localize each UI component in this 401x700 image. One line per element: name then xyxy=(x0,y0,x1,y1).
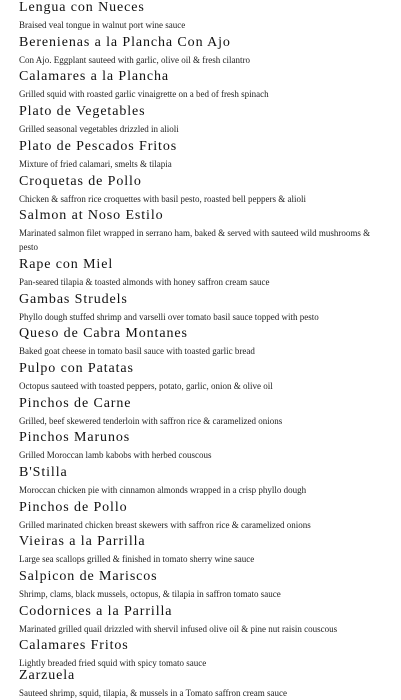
menu-item xyxy=(19,104,391,136)
dish-name: Salmon at Noso Estilo xyxy=(19,208,164,223)
menu-item xyxy=(19,0,391,32)
menu-item xyxy=(19,534,391,566)
dish-name: Plato de Pescados Fritos xyxy=(19,139,178,154)
dish-description: Sauteed shrimp, squid, tilapia, & mussels in a Tomato saffron cream sauce xyxy=(19,688,287,698)
menu-item xyxy=(19,430,391,462)
menu-item xyxy=(19,361,391,393)
dish-name: Pulpo con Patatas xyxy=(19,361,134,376)
dish-name: Vieiras a la Parrilla xyxy=(19,534,146,549)
menu-item xyxy=(19,257,391,289)
menu-item xyxy=(19,208,391,254)
dish-description: Pan-seared tilapia & toasted almonds with honey saffron cream sauce xyxy=(19,277,270,287)
dish-name: Pinchos de Pollo xyxy=(19,500,128,515)
menu-item xyxy=(19,326,391,358)
menu-item xyxy=(19,638,391,670)
menu-item xyxy=(19,69,391,101)
dish-name: Pinchos Marunos xyxy=(19,430,131,445)
dish-description: Grilled squid with roasted garlic vinaigrette on a bed of fresh spinach xyxy=(19,89,269,99)
dish-description: Shrimp, clams, black mussels, octopus, & tilapia in saffron tomato sauce xyxy=(19,589,281,599)
menu-item xyxy=(19,174,391,206)
dish-description: Braised veal tongue in walnut port wine sauce xyxy=(19,20,186,30)
dish-description: Chicken & saffron rice croquettes with basil pesto, roasted bell peppers & alioli xyxy=(19,194,307,204)
menu-item xyxy=(19,569,391,601)
dish-description: Lightly breaded fried squid with spicy tomato sauce xyxy=(19,658,207,668)
dish-description: Marinated grilled quail drizzled with shervil infused olive oil & pine nut raisin couscous xyxy=(19,624,338,634)
dish-description: Large sea scallops grilled & finished in tomato sherry wine sauce xyxy=(19,554,255,564)
dish-name: Gambas Strudels xyxy=(19,292,128,307)
dish-description: Phyllo dough stuffed shrimp and varselli over tomato basil sauce topped with pesto xyxy=(19,312,319,322)
dish-name: Calamares Fritos xyxy=(19,638,129,653)
menu-item xyxy=(19,35,391,67)
dish-name: Queso de Cabra Montanes xyxy=(19,326,188,341)
menu-item xyxy=(19,668,391,700)
dish-description: Grilled Moroccan lamb kabobs with herbed couscous xyxy=(19,450,212,460)
dish-name: Zarzuela xyxy=(19,668,76,683)
dish-description: Mixture of fried calamari, smelts & tilapia xyxy=(19,159,172,169)
dish-name: Calamares a la Plancha xyxy=(19,69,170,84)
menu-item xyxy=(19,465,391,497)
menu-item xyxy=(19,500,391,532)
dish-name: Pinchos de Carne xyxy=(19,396,132,411)
dish-description: Moroccan chicken pie with cinnamon almonds wrapped in a crisp phyllo dough xyxy=(19,485,307,495)
dish-name: B'Stilla xyxy=(19,465,68,480)
menu-item xyxy=(19,292,391,324)
dish-name: Croquetas de Pollo xyxy=(19,174,142,189)
menu-item xyxy=(19,396,391,428)
dish-name: Plato de Vegetables xyxy=(19,104,146,119)
dish-description: Grilled marinated chicken breast skewers with saffron rice & caramelized onions xyxy=(19,520,311,530)
menu-item xyxy=(19,139,391,171)
dish-name: Rape con Miel xyxy=(19,257,114,272)
dish-description: Octopus sauteed with toasted peppers, potato, garlic, onion & olive oil xyxy=(19,381,273,391)
dish-description: Baked goat cheese in tomato basil sauce with toasted garlic bread xyxy=(19,346,255,356)
dish-description: Grilled seasonal vegetables drizzled in alioli xyxy=(19,124,179,134)
dish-description: Con Ajo. Eggplant sauteed with garlic, olive oil & fresh cilantro xyxy=(19,55,250,65)
dish-name: Berenienas a la Plancha Con Ajo xyxy=(19,35,231,50)
menu-item xyxy=(19,604,391,636)
dish-description: Grilled, beef skewered tenderloin with saffron rice & caramelized onions xyxy=(19,416,283,426)
dish-name: Lengua con Nueces xyxy=(19,0,145,15)
dish-name: Codornices a la Parrilla xyxy=(19,604,173,619)
dish-description: Marinated salmon filet wrapped in serrano ham, baked & served with sauteed wild mushrooms & pesto xyxy=(19,228,371,252)
dish-name: Salpicon de Mariscos xyxy=(19,569,158,584)
